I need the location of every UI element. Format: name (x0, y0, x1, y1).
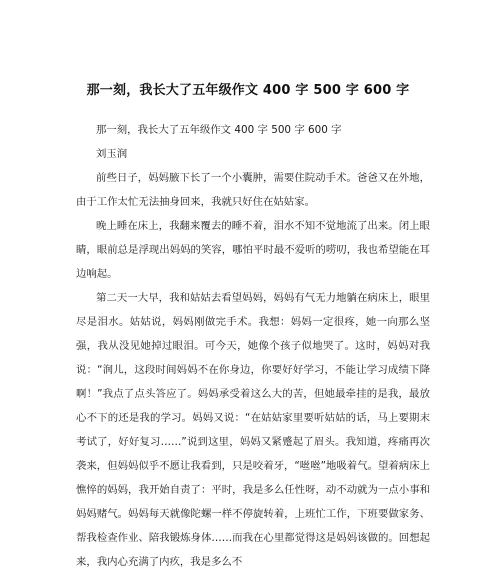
document-title: 那一刻，我长大了五年级作文 400 字 500 字 600 字 (86, 83, 410, 98)
document-body (76, 118, 430, 574)
paragraph-author: 刘玉润 (96, 148, 128, 160)
paragraph-subtitle: 那一刻，我长大了五年级作文 400 字 500 字 600 字 (96, 124, 342, 136)
paragraph-2: 晚上睡在床上，我翻来覆去的睡不着，泪水不知不觉地流了出来。闭上眼睛，眼前总是浮现出妈妈的笑容，哪怕平时最不爱听的唠叨，我也希望能在耳边响起。 (76, 220, 430, 280)
paragraph-1: 前些日子，妈妈腋下长了一个小囊肿，需要住院动手术。爸爸又在外地，由于工作太忙无法抽身回来，我就只好住在姑姑家。 (76, 172, 430, 208)
paragraph-3: 第二天一大早，我和姑姑去看望妈妈，妈妈有气无力地躺在病床上，眼里尽是泪水。姑姑说，妈妈刚做完手术。我想：妈妈一定很疼，她一向那么坚强，我从没见她掉过眼泪。可今天，她像个孩子似地哭了。这时，妈妈对我说：“润儿，这段时间妈妈不在你身边，你要好好学习，不能让学习成绩下降啊！”我点了点头答应了。妈妈承受着这么大的苦，但她最牵挂的是我，最放心不下的还是我的学习。妈妈又说：“在姑姑家里要听姑姑的话，马上要期末考试了，好好复习……”说到这里，妈妈又紧蹙起了眉头。我知道，疼痛再次袭来，但妈妈似乎不愿让我看到，只是咬着牙，“咝咝”地吸着气。望着病床上憔悴的妈妈，我开始自责了：平时，我是多么任性呀，动不动就为一点小事和妈妈赌气。妈妈每天就像陀螺一样不停旋转着，上班忙工作，下班要做家务、帮我检查作业、陪我锻炼身体……而我在心里都觉得这是妈妈该做的。回想起来，我内心充满了内疚，我是多么不 (76, 292, 430, 568)
